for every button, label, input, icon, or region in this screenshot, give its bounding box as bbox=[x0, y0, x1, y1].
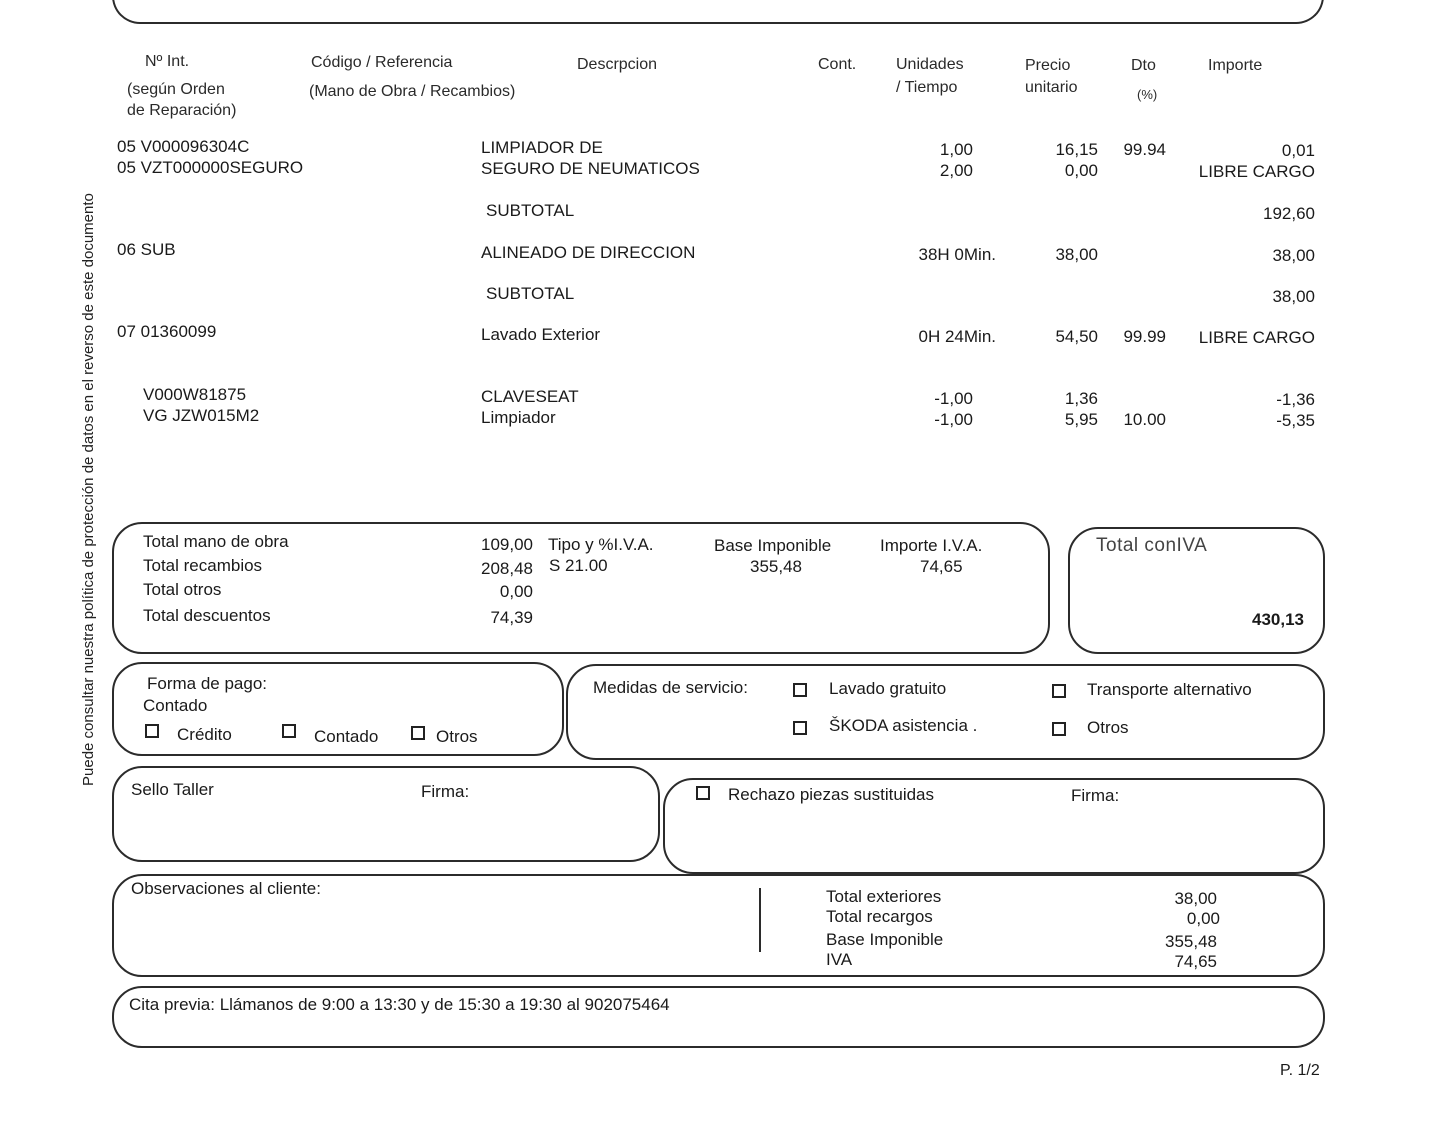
service-label: Medidas de servicio: bbox=[593, 678, 748, 697]
line-units: 2,00 bbox=[939, 161, 973, 180]
obs-row-label: Total exteriores bbox=[826, 887, 942, 906]
privacy-side-note: Puede consultar nuestra política de protección de datos en el reverso de este documento bbox=[80, 193, 97, 786]
line-subtotal-label: SUBTOTAL bbox=[486, 284, 575, 303]
importe-iva-value: 74,65 bbox=[920, 557, 963, 576]
header-n-int-sub1: (según Orden bbox=[127, 81, 225, 98]
line-ref: 06 SUB bbox=[117, 240, 176, 259]
line-price: 0,00 bbox=[1064, 161, 1098, 180]
payment-contado-label: Contado bbox=[314, 727, 379, 746]
line-ref: V000W81875 bbox=[143, 385, 247, 404]
obs-row-label: Total recargos bbox=[826, 907, 933, 926]
line-desc: Lavado Exterior bbox=[481, 325, 601, 344]
obs-row-value: 38,00 bbox=[1174, 889, 1217, 908]
line-units: -1,00 bbox=[934, 410, 973, 429]
tipo-iva-label: Tipo y %I.V.A. bbox=[548, 535, 654, 554]
header-descripcion: Descrpcion bbox=[577, 56, 658, 73]
rechazo-checkbox[interactable] bbox=[696, 786, 710, 800]
total-descuentos-value: 74,39 bbox=[490, 608, 533, 627]
line-dto: 99.94 bbox=[1123, 140, 1166, 159]
total-mano-obra-label: Total mano de obra bbox=[143, 532, 289, 551]
line-amount: 0,01 bbox=[1281, 141, 1315, 160]
tipo-iva-value: S 21.00 bbox=[549, 556, 608, 575]
importe-iva-label: Importe I.V.A. bbox=[880, 536, 983, 555]
header-dto-pct: (%) bbox=[1137, 87, 1158, 102]
header-precio: Precio bbox=[1025, 57, 1071, 74]
obs-row-value: 355,48 bbox=[1165, 932, 1217, 951]
header-n-int: Nº Int. bbox=[145, 53, 190, 70]
header-n-int-sub2: de Reparación) bbox=[127, 102, 237, 119]
line-units: 0H 24Min. bbox=[918, 327, 996, 346]
line-price: 54,50 bbox=[1055, 327, 1098, 346]
payment-label: Forma de pago: bbox=[147, 674, 268, 693]
service-transporte-label: Transporte alternativo bbox=[1087, 680, 1252, 699]
obs-row-value: 0,00 bbox=[1186, 909, 1220, 928]
line-dto: 99.99 bbox=[1123, 327, 1166, 346]
base-imponible-label: Base Imponible bbox=[714, 536, 832, 555]
line-price: 16,15 bbox=[1055, 140, 1098, 159]
line-amount: -1,36 bbox=[1276, 390, 1315, 409]
total-otros-label: Total otros bbox=[143, 580, 222, 599]
service-lavado-checkbox[interactable] bbox=[793, 683, 807, 697]
total-recambios-value: 208,48 bbox=[481, 559, 533, 578]
line-desc: Limpiador bbox=[481, 408, 556, 427]
payment-value: Contado bbox=[143, 696, 208, 715]
header-dto: Dto bbox=[1131, 57, 1156, 74]
total-recambios-label: Total recambios bbox=[143, 556, 263, 575]
observaciones-divider bbox=[759, 888, 761, 952]
service-asistencia-checkbox[interactable] bbox=[793, 721, 807, 735]
total-otros-value: 0,00 bbox=[499, 582, 533, 601]
header-cont: Cont. bbox=[818, 56, 857, 73]
line-ref: 05 V000096304C bbox=[117, 137, 250, 156]
firma-label: Firma: bbox=[421, 782, 470, 801]
obs-row-value: 74,65 bbox=[1174, 952, 1217, 971]
cita-previa-text: Cita previa: Llámanos de 9:00 a 13:30 y de 15:30 a 19:30 al 902075464 bbox=[129, 995, 670, 1014]
line-dto: 10.00 bbox=[1123, 410, 1166, 429]
firma2-label: Firma: bbox=[1071, 786, 1120, 805]
line-units: 1,00 bbox=[939, 140, 973, 159]
base-imponible-value: 355,48 bbox=[750, 557, 802, 576]
line-desc: ALINEADO DE DIRECCION bbox=[481, 243, 696, 262]
total-mano-obra-value: 109,00 bbox=[481, 535, 533, 554]
line-desc: LIMPIADOR DE bbox=[481, 138, 603, 157]
service-otros-checkbox[interactable] bbox=[1052, 722, 1066, 736]
header-tiempo: / Tiempo bbox=[896, 79, 958, 96]
line-amount: 38,00 bbox=[1272, 246, 1315, 265]
total-con-iva-label: Total conIVA bbox=[1096, 535, 1208, 556]
line-desc: SEGURO DE NEUMATICOS bbox=[481, 159, 700, 178]
payment-otros-checkbox[interactable] bbox=[411, 726, 425, 740]
line-subtotal-amount: 38,00 bbox=[1272, 287, 1315, 306]
service-lavado-label: Lavado gratuito bbox=[829, 679, 947, 698]
line-price: 38,00 bbox=[1055, 245, 1098, 264]
service-otros-label: Otros bbox=[1087, 718, 1129, 737]
line-units: -1,00 bbox=[934, 389, 973, 408]
header-codigo: Código / Referencia bbox=[311, 54, 453, 71]
payment-credito-label: Crédito bbox=[177, 725, 232, 744]
header-importe: Importe bbox=[1208, 57, 1263, 74]
payment-otros-label: Otros bbox=[436, 727, 478, 746]
line-ref: VG JZW015M2 bbox=[143, 406, 260, 425]
total-descuentos-label: Total descuentos bbox=[143, 606, 271, 625]
header-codigo-sub: (Mano de Obra / Recambios) bbox=[309, 83, 516, 100]
obs-row-label: IVA bbox=[826, 950, 853, 969]
line-price: 1,36 bbox=[1064, 389, 1098, 408]
line-units: 38H 0Min. bbox=[918, 245, 996, 264]
sello-label: Sello Taller bbox=[131, 780, 214, 799]
line-amount: LIBRE CARGO bbox=[1198, 162, 1315, 181]
line-ref: 05 VZT000000SEGURO bbox=[117, 158, 304, 177]
line-subtotal-label: SUBTOTAL bbox=[486, 201, 575, 220]
header-unitario: unitario bbox=[1025, 79, 1078, 96]
line-amount: LIBRE CARGO bbox=[1198, 328, 1315, 347]
line-price: 5,95 bbox=[1064, 410, 1098, 429]
line-desc: CLAVESEAT bbox=[481, 387, 579, 406]
header-box-partial bbox=[112, 0, 1324, 24]
header-unidades: Unidades bbox=[896, 56, 964, 73]
service-asistencia-label: ŠKODA asistencia . bbox=[829, 716, 978, 735]
obs-row-label: Base Imponible bbox=[826, 930, 944, 949]
observaciones-label: Observaciones al cliente: bbox=[131, 879, 321, 898]
payment-credito-checkbox[interactable] bbox=[145, 724, 159, 738]
page-number: P. 1/2 bbox=[1280, 1062, 1320, 1079]
payment-contado-checkbox[interactable] bbox=[282, 724, 296, 738]
line-subtotal-amount: 192,60 bbox=[1263, 204, 1315, 223]
line-ref: 07 01360099 bbox=[117, 322, 217, 341]
total-con-iva-value: 430,13 bbox=[1252, 610, 1304, 629]
service-transporte-checkbox[interactable] bbox=[1052, 684, 1066, 698]
line-amount: -5,35 bbox=[1276, 411, 1315, 430]
rechazo-label: Rechazo piezas sustituidas bbox=[728, 785, 935, 804]
